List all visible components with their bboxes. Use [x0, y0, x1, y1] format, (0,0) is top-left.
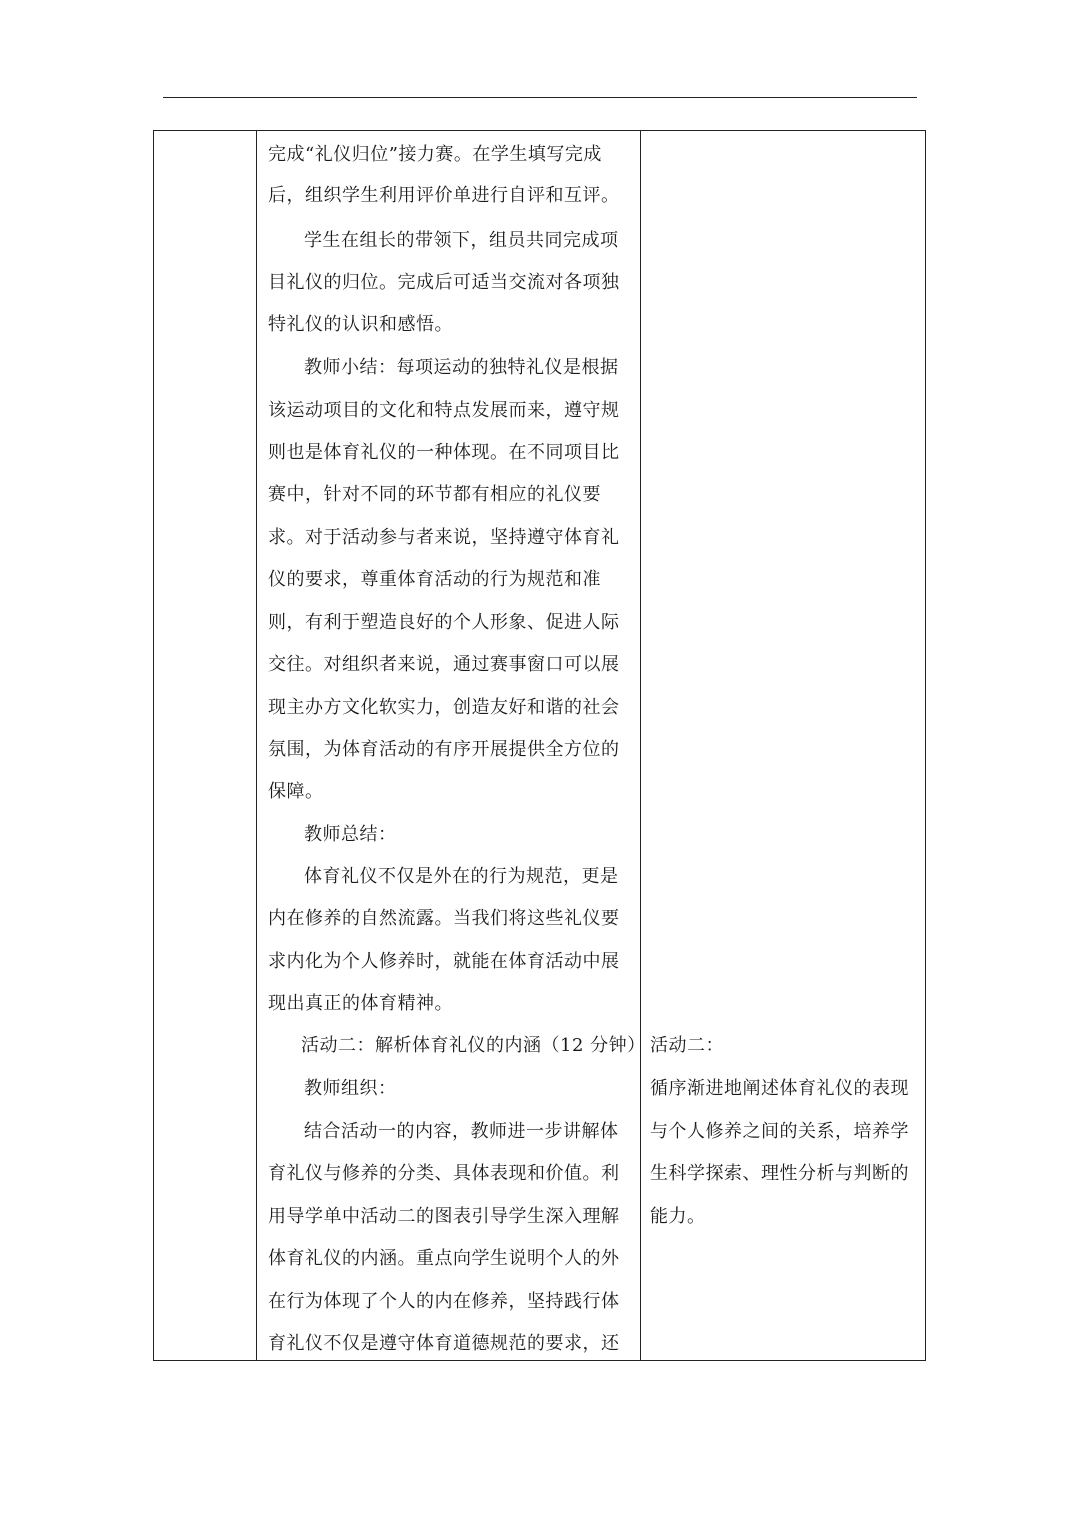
text-line: 现出真正的体育精神。 — [268, 993, 453, 1014]
text-line: 教师总结： — [304, 824, 397, 845]
text-line: 循序渐进地阐述体育礼仪的表现 — [650, 1078, 909, 1099]
activity-heading: 活动二：解析体育礼仪的内涵（12 分钟） — [301, 1035, 646, 1056]
text-line: 教师组织： — [304, 1078, 397, 1099]
text-line: 结合活动一的内容，教师进一步讲解体 — [304, 1121, 619, 1142]
text-line: 目礼仪的归位。完成后可适当交流对各项独 — [268, 272, 620, 293]
text-line: 与个人修养之间的关系，培养学 — [650, 1121, 909, 1142]
text-line: 教师小结：每项运动的独特礼仪是根据 — [304, 357, 619, 378]
text-line: 活动二： — [650, 1035, 724, 1056]
text-line: 内在修养的自然流露。当我们将这些礼仪要 — [268, 908, 620, 929]
process-column-cell — [256, 131, 646, 1360]
text-line: 特礼仪的认识和感悟。 — [268, 314, 453, 335]
text-line: 完成“礼仪归位”接力赛。在学生填写完成 — [268, 144, 602, 165]
text-line: 体育礼仪不仅是外在的行为规范，更是 — [304, 866, 619, 887]
text-line: 生科学探索、理性分析与判断的 — [650, 1163, 909, 1184]
text-line: 氛围，为体育活动的有序开展提供全方位的 — [268, 739, 620, 760]
header-rule — [163, 97, 917, 98]
intent-column-cell — [640, 131, 926, 1360]
text-line: 学生在组长的带领下，组员共同完成项 — [304, 230, 619, 251]
text-line: 后，组织学生利用评价单进行自评和互评。 — [268, 185, 620, 206]
text-line: 则也是体育礼仪的一种体现。在不同项目比 — [268, 442, 620, 463]
text-line: 保障。 — [268, 781, 324, 802]
text-line: 育礼仪不仅是遵守体育道德规范的要求，还 — [268, 1333, 620, 1354]
text-line: 在行为体现了个人的内在修养，坚持践行体 — [268, 1291, 620, 1312]
lesson-table — [153, 130, 926, 1361]
text-line: 求内化为个人修养时，就能在体育活动中展 — [268, 951, 620, 972]
text-line: 仪的要求，尊重体育活动的行为规范和准 — [268, 569, 601, 590]
left-column-cell — [154, 131, 256, 1360]
text-line: 求。对于活动参与者来说，坚持遵守体育礼 — [268, 527, 620, 548]
text-line: 则，有利于塑造良好的个人形象、促进人际 — [268, 612, 620, 633]
text-line: 赛中，针对不同的环节都有相应的礼仪要 — [268, 484, 601, 505]
text-line: 现主办方文化软实力，创造友好和谐的社会 — [268, 697, 620, 718]
text-line: 交往。对组织者来说，通过赛事窗口可以展 — [268, 654, 620, 675]
text-line: 能力。 — [650, 1206, 706, 1227]
text-line: 用导学单中活动二的图表引导学生深入理解 — [268, 1206, 620, 1227]
text-line: 育礼仪与修养的分类、具体表现和价值。利 — [268, 1163, 620, 1184]
text-line: 该运动项目的文化和特点发展而来，遵守规 — [268, 400, 620, 421]
text-line: 体育礼仪的内涵。重点向学生说明个人的外 — [268, 1248, 620, 1269]
